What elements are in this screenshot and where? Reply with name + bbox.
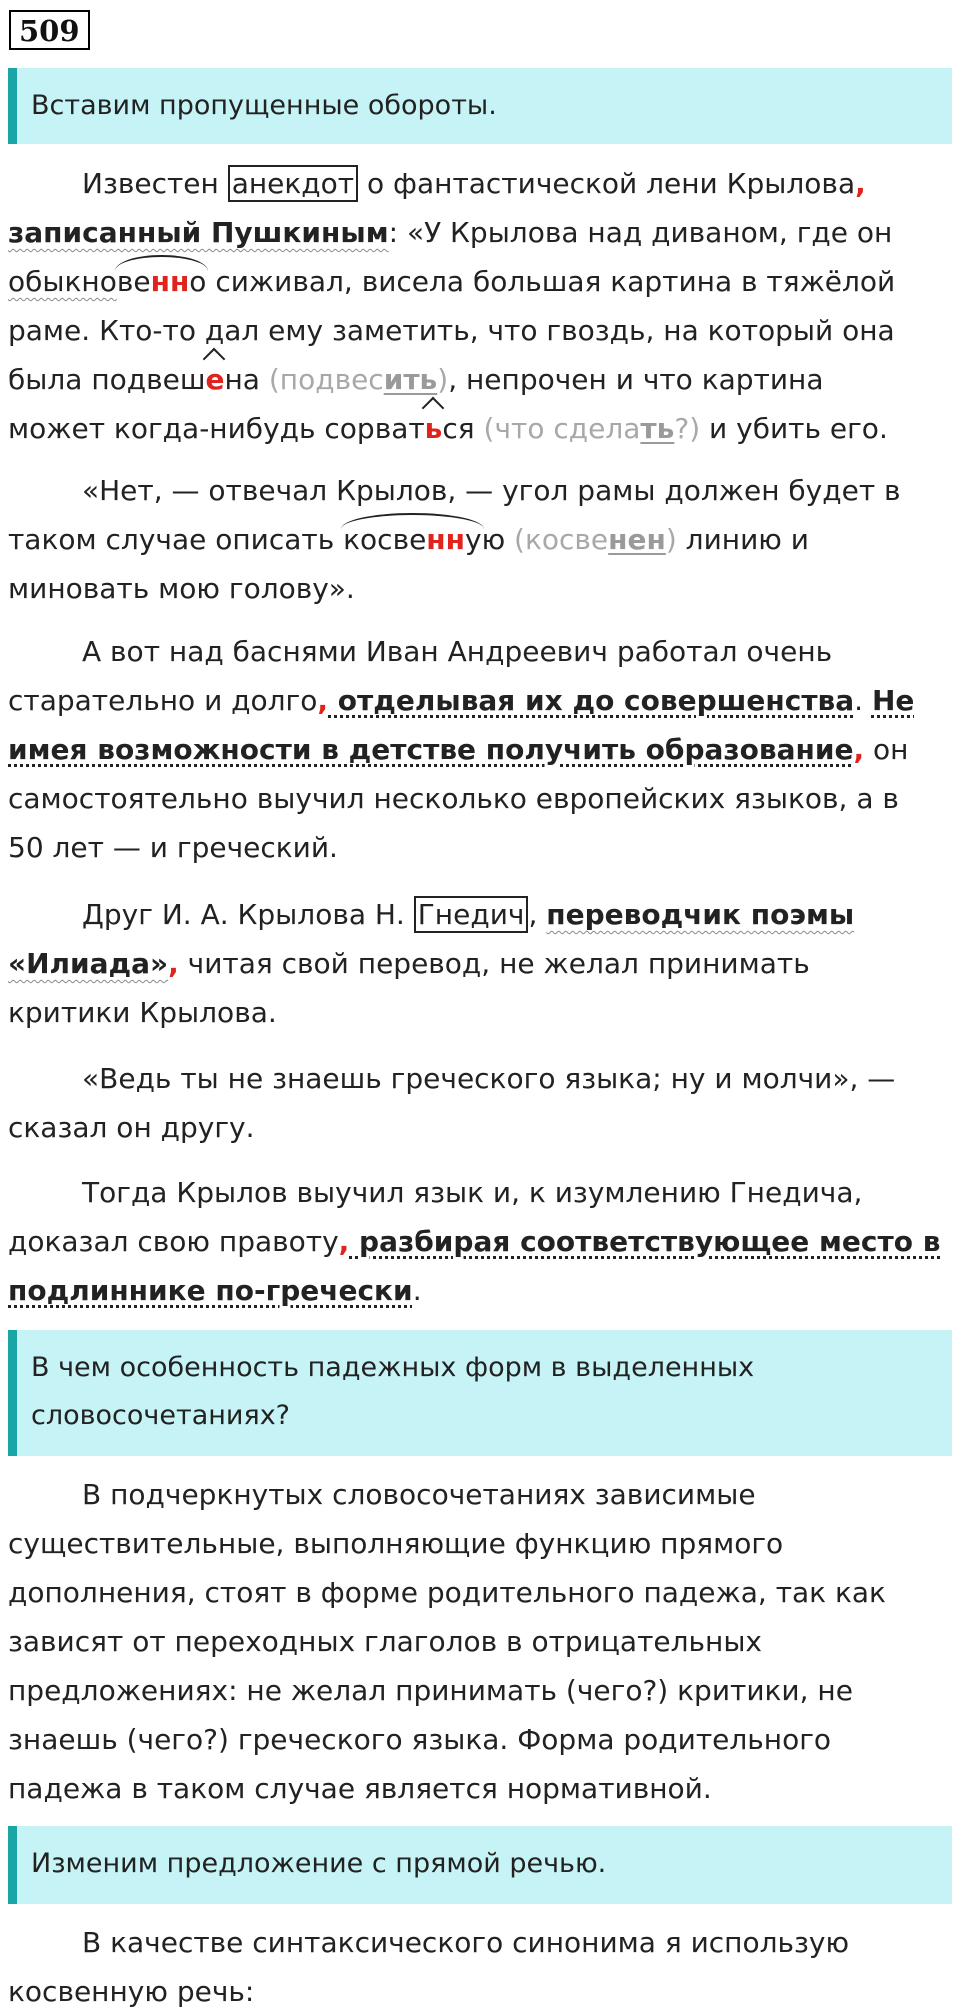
text-line: «Ведь ты не знаешь греческого языка; ну и молчи», —	[82, 1062, 896, 1095]
text-line: предложениях: не желал принимать (чего?) критики, не	[8, 1674, 853, 1707]
text-line: косвенную речь:	[8, 1975, 255, 2008]
text-line: раме. Кто-то дал ему заметить, что гвоздь, на который она	[8, 314, 895, 347]
inserted-comma: ,	[853, 733, 865, 766]
text-line: «Илиада», читая свой перевод, не желал принимать	[8, 947, 810, 980]
inserted-comma: ,	[317, 684, 329, 717]
banner-direct-speech	[8, 1826, 952, 1904]
banner-text: Изменим предложение с прямой речью.	[31, 1848, 607, 1879]
boxed-word: Гнедич	[414, 896, 529, 933]
text-line: Тогда Крылов выучил язык и, к изумлению Гнедича,	[82, 1176, 863, 1209]
text-line: А вот над баснями Иван Андреевич работал очень	[82, 635, 833, 668]
text-line: критики Крылова.	[8, 996, 277, 1029]
text-line: была подвешена (подвесить), непрочен и что картина	[8, 355, 952, 404]
paragraph-reply	[8, 466, 952, 613]
inserted-comma: ,	[168, 947, 179, 980]
text-line: доказал свою правоту, разбирая соответствующее место в	[8, 1225, 941, 1258]
double-n: нн	[150, 265, 190, 298]
text-line: «Нет, — отвечал Крылов, — угол рамы должен будет в	[82, 474, 901, 507]
text-line: Друг И. А. Крылова Н. Гнедич , переводчик поэмы	[82, 898, 855, 931]
suffix-mark: ь	[425, 404, 443, 453]
text-line: В подчеркнутых словосочетаниях зависимые	[82, 1478, 756, 1511]
banner-text: словосочетаниях?	[31, 1400, 291, 1431]
participial-phrase: записанный Пушкиным	[8, 216, 389, 249]
inserted-comma: ,	[855, 167, 866, 200]
text-line: имея возможности в детстве получить образование, он	[8, 733, 909, 766]
text-line: самостоятельно выучил несколько европейских языков, а в	[8, 782, 899, 815]
banner-text: В чем особенность падежных форм в выделенных	[31, 1352, 755, 1383]
text-line: подлиннике по-гречески.	[8, 1274, 422, 1307]
paragraph-fables	[8, 627, 952, 872]
appositive-phrase: переводчик поэмы	[546, 898, 855, 931]
double-n: нн	[426, 523, 465, 556]
text-line: дополнения, стоят в форме родительного падежа, так как	[8, 1576, 886, 1609]
text-line: существительные, выполняющие функцию прямого	[8, 1527, 784, 1560]
text-line: таком случае описать косвенную (косвенен) линию и	[8, 515, 952, 564]
paragraph-anecdote	[8, 159, 952, 453]
paragraph-answer	[8, 1470, 952, 1813]
adverbial-phrase: Не	[871, 684, 915, 717]
adverbial-phrase: отделывая их до совершенства	[328, 684, 855, 717]
appositive-phrase: «Илиада»	[8, 947, 169, 980]
suffix-mark: е	[205, 355, 224, 404]
paragraph-quote	[8, 1054, 952, 1152]
text-line: обыкновенно сиживал, висела большая картина в тяжёлой	[8, 257, 952, 306]
text-line: зависят от переходных глаголов в отрицательных	[8, 1625, 763, 1658]
text-line: может когда-нибудь сорваться (что сделать?) и убить его.	[8, 404, 952, 453]
root-arc: венно	[117, 257, 207, 306]
text-line: 50 лет — и греческий.	[8, 831, 338, 864]
boxed-word: анекдот	[228, 165, 358, 202]
adverbial-phrase: подлиннике по-гречески	[8, 1274, 413, 1307]
paragraph-greek	[8, 1168, 952, 1315]
text-line: сказал он другу.	[8, 1111, 255, 1144]
banner-insert-phrases	[8, 68, 952, 144]
banner-text: Вставим пропущенные обороты.	[31, 90, 497, 121]
adverbial-phrase: разбирая соответствующее место в	[349, 1225, 941, 1258]
inserted-comma: ,	[338, 1225, 350, 1258]
text-line: падежа в таком случае является нормативной.	[8, 1772, 712, 1805]
text-line: знаешь (чего?) греческого языка. Форма родительного	[8, 1723, 832, 1756]
text-line: записанный Пушкиным: «У Крылова над диваном, где он	[8, 216, 893, 249]
banner-case-question	[8, 1330, 952, 1456]
text-line: миновать мою голову».	[8, 572, 355, 605]
text-line: старательно и долго, отделывая их до совершенства. Не	[8, 684, 915, 717]
root-arc: косвенну	[343, 515, 481, 564]
text-line: В качестве синтаксического синонима я использую	[82, 1926, 850, 1959]
paragraph-gnedich	[8, 890, 952, 1037]
paragraph-indirect-speech	[8, 1918, 952, 2016]
adverbial-phrase: имея возможности в детстве получить образование	[8, 733, 854, 766]
text-line: Известен анекдот о фантастической лени Крылова,	[82, 167, 866, 200]
task-number: 509	[9, 10, 90, 50]
